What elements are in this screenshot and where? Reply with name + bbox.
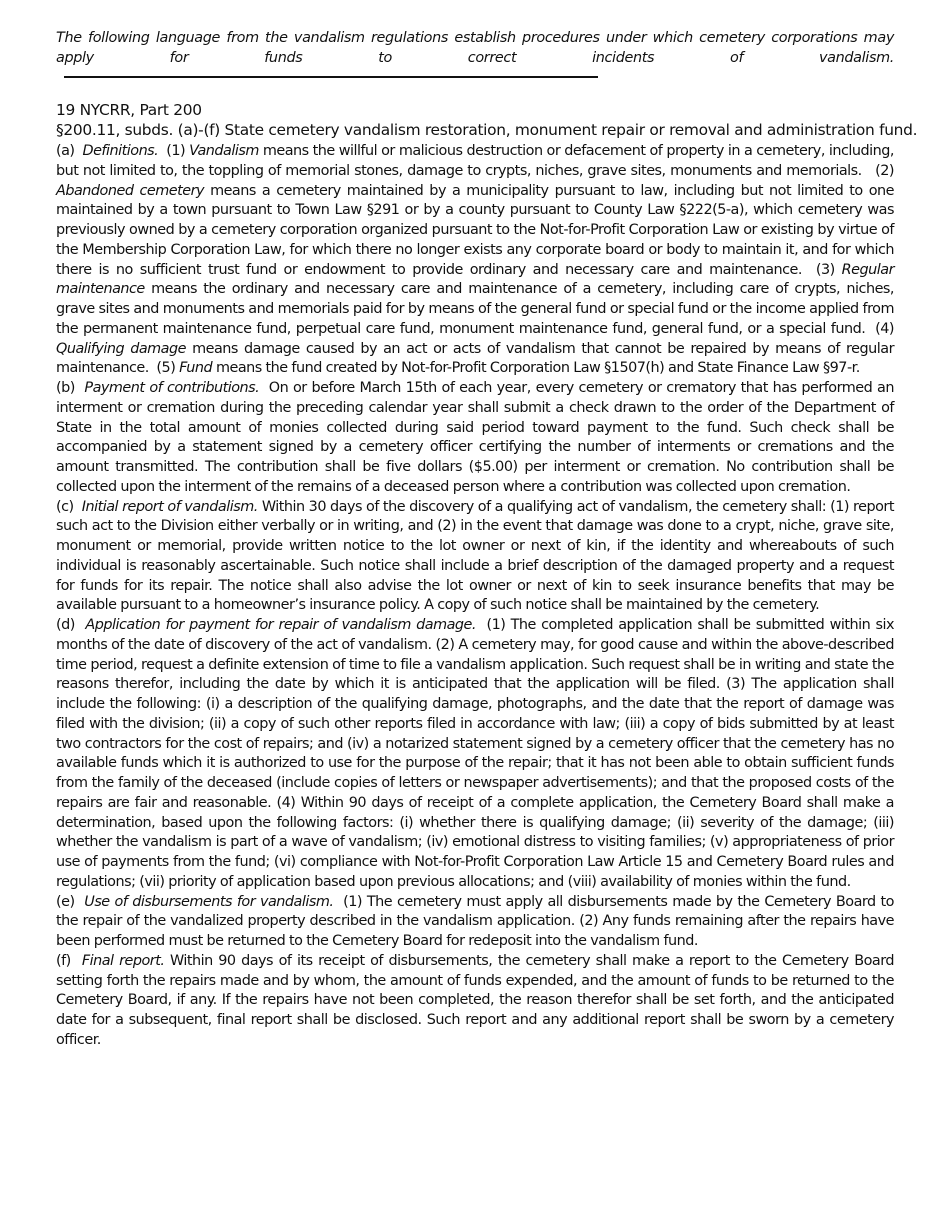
definition-1-number: (1) [166,143,186,159]
section-b-text: On or before March 15th of each year, every cemetery or crematory that has performed an interment or cremation during the preceding calendar year shall submit a check drawn to the order of the Department of State in the total amount of monies collected during said period toward payment to the fund. Such check shall be accompanied by a statement signed by a cemetery officer certifying the number of interments or cremations and the amount transmitted. The contribution shall be five dollars ($5.00) per interment or cremation. No contribution shall be collected upon the interment of the remains of a deceased person where a contribution was collected upon cremation. [56,380,894,495]
section-e-marker: (e) [56,893,75,910]
document-page [56,28,918,1051]
section-c-marker: (c) [56,498,74,515]
section-c [56,498,894,617]
section-a-heading: Definitions. [82,143,159,159]
section-a-marker: (a) [56,143,75,159]
definition-4-text: means damage caused by an act or acts of vandalism that cannot be repaired by means of regular maintenance. [56,340,894,377]
citation-section-title: §200.11, subds. (a)-(f) State cemetery vandalism restoration, monument repair or removal and administration fund. [56,121,918,139]
section-e [56,893,894,952]
definition-3-number: (3) [815,261,835,278]
section-d-marker: (d) [56,617,75,633]
section-d [56,616,894,893]
definition-4-number: (4) [875,320,894,337]
section-f-text: Within 90 days of its receipt of disbursements, the cemetery shall make a report to the Cemetery Board setting forth the repairs made and by whom, the amount of funds expended, and the amount of funds to be returned to the Cemetery Board, if any. If the repairs have not been completed, the reason therefor shall be set forth, and the anticipated date for a subsequent, final report shall be disclosed. Such report and any additional report shall be sworn by a cemetery officer. [56,952,894,1048]
section-f [56,952,894,1051]
regulation-body [56,142,894,1051]
section-c-text: Within 30 days of the discovery of a qualifying act of vandalism, the cemetery shall: (1) report such act to the Division either verbally or in writing, and (2) in the event that damage was done to a crypt, niche, grave site, monument or memorial, provide written notice to the lot owner or next of kin, if the identity and whereabouts of such individual is reasonably ascertainable. Such notice shall include a brief description of the damaged property and a request for funds for its repair. The notice shall also advise the lot owner or next of kin to seek insurance benefits that may be available pursuant to a homeowner’s insurance policy. A copy of such notice shall be maintained by the cemetery. [56,498,894,614]
definition-3-term: Regular maintenance [56,261,894,298]
definition-2-text: means a cemetery maintained by a municipality pursuant to law, including but not limited to one maintained by a town pursuant to Town Law §291 or by a county pursuant to County Law §222(5-a), which cemetery was previously owned by a cemetery corporation organized pursuant to the Not-for-Profit Corporation Law or existing by virtue of the Membership Corporation Law, for which there no longer exists any corporate board or body to maintain it, and for which there is no sufficient trust fund or endowment to provide ordinary and necessary care and maintenance. [56,182,894,278]
section-e-text: (1) The cemetery must apply all disbursements made by the Cemetery Board to the repair of the vandalized property described in the vandalism application. (2) Any funds remaining after the repairs have been performed must be returned to the Cemetery Board for redeposit into the vandalism fund. [56,893,894,949]
section-b [56,379,894,498]
section-d-text: (1) The completed application shall be submitted within six months of the date of discovery of the act of vandalism. (2) A cemetery may, for good cause and within the above-described time period, request a definite extension of time to file a vandalism application. Such request shall be in writing and state the reasons therefor, including the date by which it is anticipated that the application will be filed. (3) The application shall include the following: (i) a description of the qualifying damage, photographs, and the date that the report of damage was filed with the division; (ii) a copy of such other reports filed in accordance with law; (iii) a copy of bids submitted by at least two contractors for the cost of repairs; and (iv) a notarized statement signed by a cemetery officer that the cemetery has no available funds which it is authorized to use for the purpose of the repair; that it has not been able to obtain sufficient funds from the family of the deceased (include copies of letters or newspaper advertisements); and that the proposed costs of the repairs are fair and reasonable. (4) Within 90 days of receipt of a complete application, the Cemetery Board shall make a determination, based upon the following factors: (i) whether there is qualifying damage; (ii) severity of the damage; (iii) whether the vandalism is part of a wave of vandalism; (iv) emotional distress to visiting families; (v) appropriateness of prior use of payments from the fund; (vi) compliance with Not-for-Profit Corporation Law Article 15 and Cemetery Board rules and regulations; (vii) priority of application based upon previous allocations; and (viii) availability of monies within the fund. [56,617,894,890]
definition-5-text: means the fund created by Not-for-Profit Corporation Law §1507(h) and State Finance Law §97-r. [215,360,860,377]
intro-text: The following language from the vandalism regulations establish procedures under which cemetery corporations may apply for funds to correct incidents of vandalism. [56,30,894,66]
section-f-marker: (f) [56,952,71,969]
intro-rule-line [64,76,598,78]
section-e-heading: Use of disbursements for vandalism. [84,893,334,910]
section-f-heading: Final report. [81,952,165,969]
definition-5-number: (5) [156,360,176,377]
section-a [56,142,894,379]
definition-3-text: means the ordinary and necessary care and maintenance of a cemetery, including care of crypts, niches, grave sites and monuments and memorials paid for by means of the general fund or special fund or the income applied from the permanent maintenance fund, perpetual care fund, monument maintenance fund, general fund, or a special fund. [56,281,894,337]
definition-1-term: Vandalism [189,143,259,159]
definition-5-term: Fund [179,360,213,377]
section-b-marker: (b) [56,380,75,396]
definition-1-text: means the willful or malicious destruction or defacement of property in a cemetery, including, but not limited to, the toppling of memorial stones, damage to crypts, niches, grave sites, monuments and memorials. [56,143,894,179]
definition-4-term: Qualifying damage [56,340,186,357]
section-c-heading: Initial report of vandalism. [81,498,258,515]
section-b-heading: Payment of contributions. [84,380,260,396]
citation-block [56,100,918,140]
definition-2-number: (2) [875,162,894,179]
section-d-heading: Application for payment for repair of vandalism damage. [85,617,476,633]
intro-paragraph [56,28,894,88]
citation-regulation: 19 NYCRR, Part 200 [56,101,202,119]
definition-2-term: Abandoned cemetery [56,182,205,199]
